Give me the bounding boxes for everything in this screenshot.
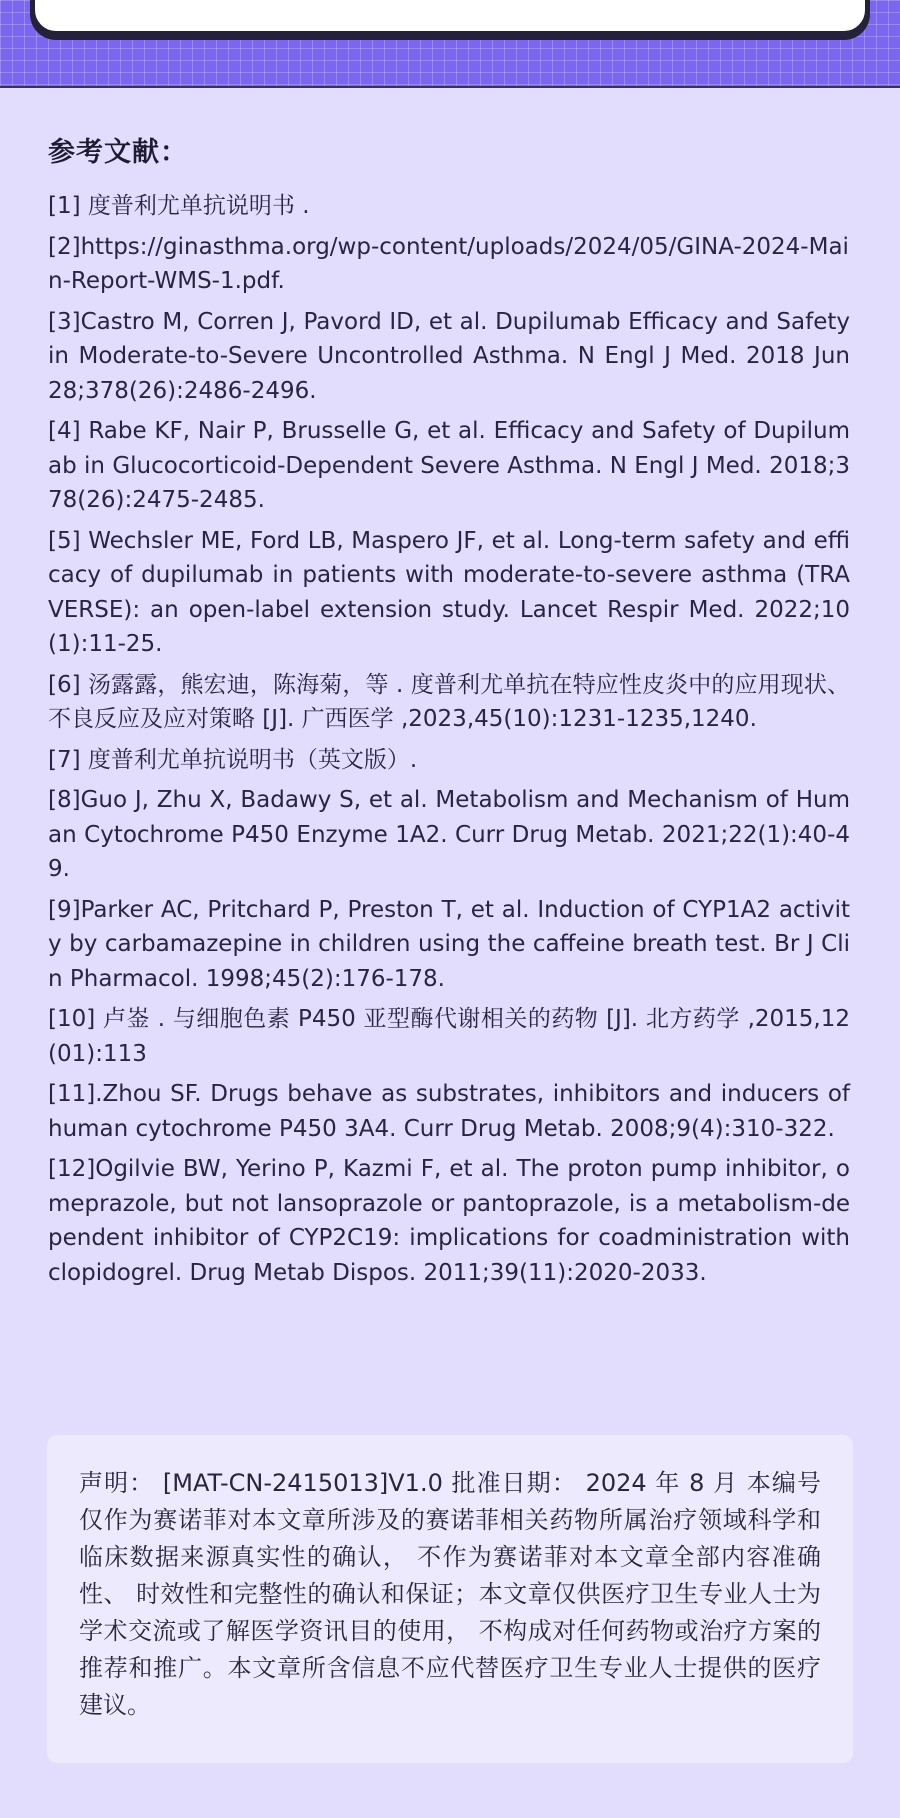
reference-item-9: [9]Parker AC, Pritchard P, Preston T, et al. Induction of CYP1A2 activity by carbamazepine in children using the caffeine breath test. Br J Clin Pharmacol. 1998;45(2):176-178. xyxy=(48,896,850,992)
reference-item-3: [3]Castro M, Corren J, Pavord ID, et al. Dupilumab Efficacy and Safety in Moderate-to-Severe Uncontrolled Asthma. N Engl J Med. 2018 Jun 28;378(26):2486-2496. xyxy=(48,308,850,404)
reference-item-7: [7] 度普利尤单抗说明书（英文版）. xyxy=(48,746,418,773)
reference-item-5: [5] Wechsler ME, Ford LB, Maspero JF, et al. Long-term safety and efficacy of dupilumab in patients with moderate-to-severe asthma (TRAVERSE): an open-label extension study. Lancet Respir Med. 2022;10(1):11-25. xyxy=(48,527,850,657)
reference-item-11: [11].Zhou SF. Drugs behave as substrates, inhibitors and inducers of human cytochrome P450 3A4. Curr Drug Metab. 2008;9(4):310-322. xyxy=(48,1081,850,1142)
references-title: 参考文献： xyxy=(48,137,188,168)
references-section xyxy=(48,130,850,1296)
header-card xyxy=(30,0,870,36)
reference-item-8: [8]Guo J, Zhu X, Badawy S, et al. Metabolism and Mechanism of Human Cytochrome P450 Enzyme 1A2. Curr Drug Metab. 2021;22(1):40-49. xyxy=(48,787,850,882)
reference-item-12: [12]Ogilvie BW, Yerino P, Kazmi F, et al. The proton pump inhibitor, omeprazole, but not lansoprazole or pantoprazole, is a metabolism-dependent inhibitor of CYP2C19: implications for coadministration with clopidogrel. Drug Metab Dispos. 2011;39(11):2020-2033. xyxy=(48,1156,850,1286)
disclaimer-text: 声明： [MAT-CN-2415013]V1.0 批准日期： 2024 年 8 月 本编号仅作为赛诺菲对本文章所涉及的赛诺菲相关药物所属治疗领域科学和临床数据来源真实性的确认， 不作为赛诺菲对本文章全部内容准确性、 时效性和完整性的确认和保证；本文章仅供医疗卫生专业人士为学术交流或了解医学资讯目的使用， 不构成对任何药物或治疗方案的推荐和推广。本文章所含信息不应代替医疗卫生专业人士提供的医疗建议。 xyxy=(79,1469,821,1719)
reference-item-4: [4] Rabe KF, Nair P, Brusselle G, et al. Efficacy and Safety of Dupilumab in Glucocorticoid-Dependent Severe Asthma. N Engl J Med. 2018;378(26):2475-2485. xyxy=(48,418,850,513)
reference-item-10: [10] 卢崟 . 与细胞色素 P450 亚型酶代谢相关的药物 [J]. 北方药学 ,2015,12(01):113 xyxy=(48,1006,850,1067)
reference-list xyxy=(48,189,850,1290)
reference-item-6: [6] 汤露露，熊宏迪，陈海菊，等 . 度普利尤单抗在特应性皮炎中的应用现状、不良反应及应对策略 [J]. 广西医学 ,2023,45(10):1231-1235,1240. xyxy=(48,671,850,732)
header-pattern-band xyxy=(0,0,900,88)
reference-item-2: [2]https://ginasthma.org/wp-content/uploads/2024/05/GINA-2024-Main-Report-WMS-1.pdf. xyxy=(48,233,849,294)
disclaimer-box xyxy=(47,1435,853,1763)
reference-item-1: [1] 度普利尤单抗说明书 . xyxy=(48,193,310,219)
